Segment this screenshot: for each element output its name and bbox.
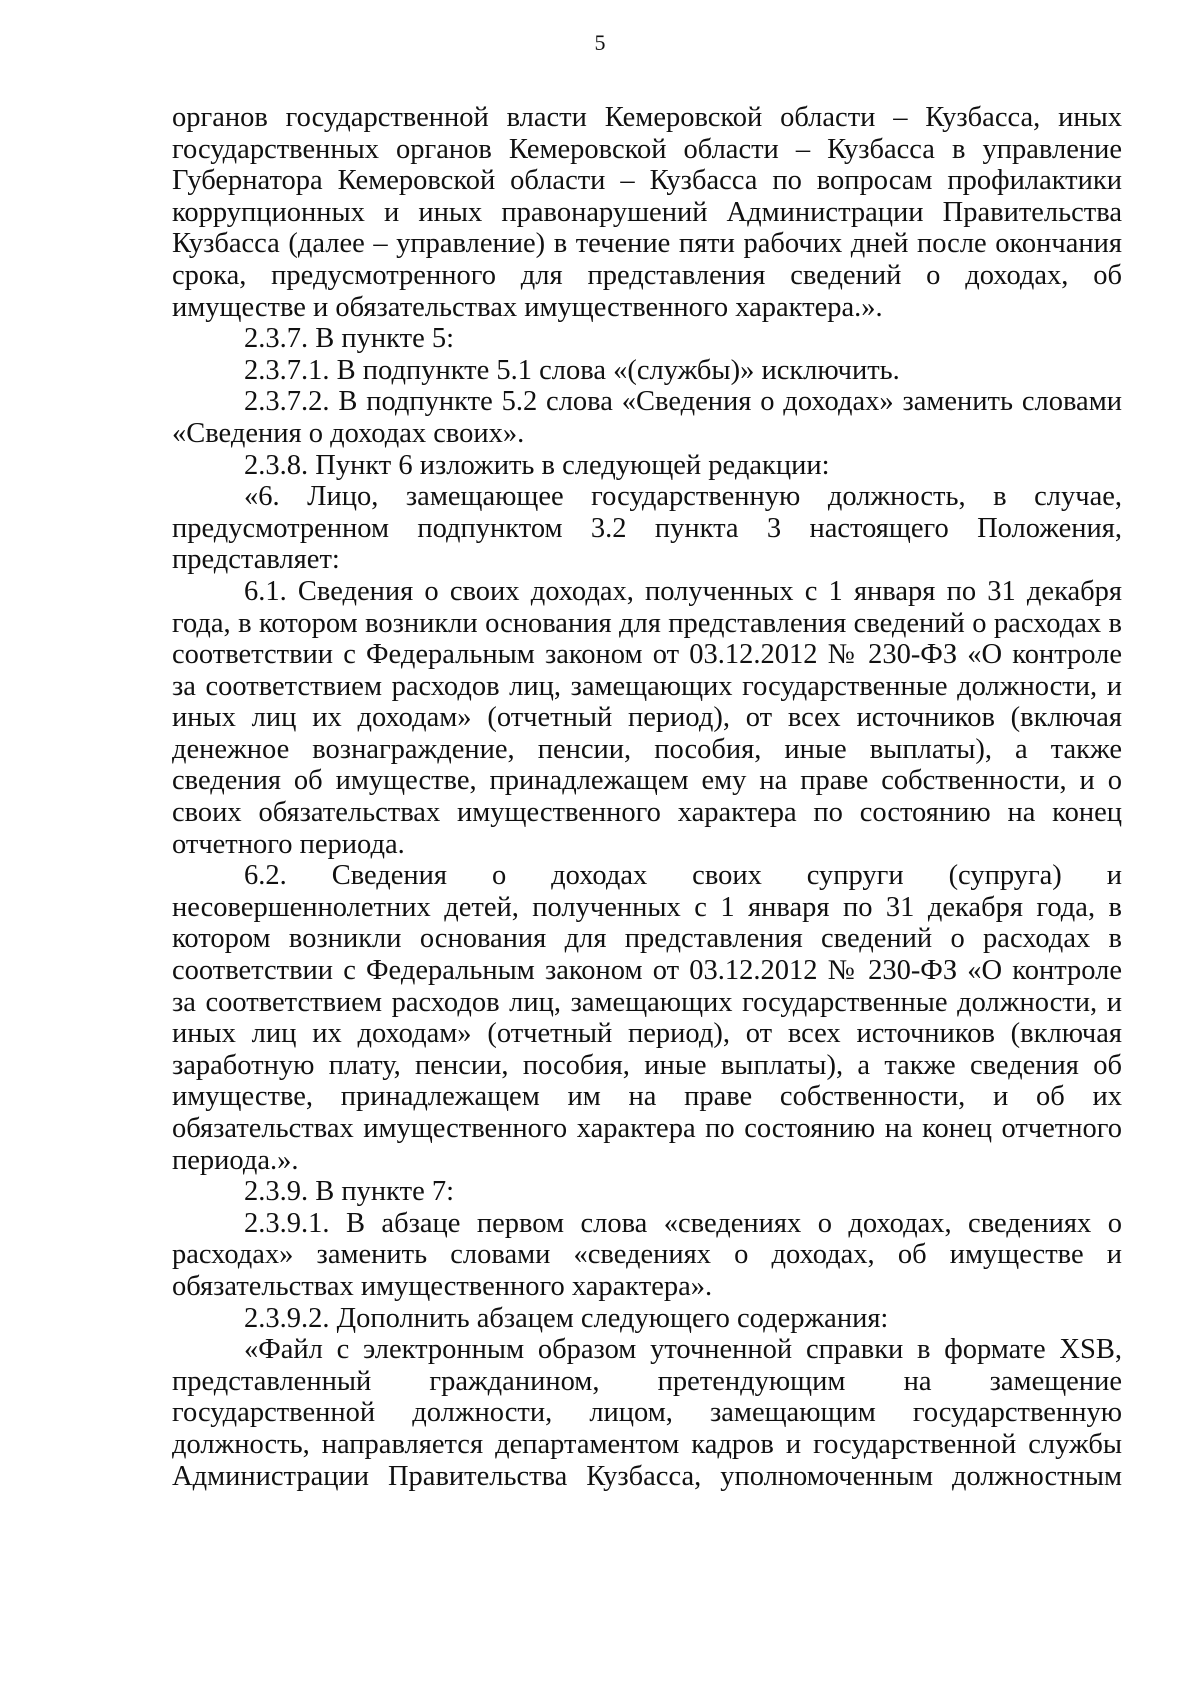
paragraph-2-3-9-1: 2.3.9.1. В абзаце первом слова «сведениях о доходах, сведениях о расходах» заменить словами «сведениях о доходах, об имуществе и обязательствах имущественного характера». — [172, 1207, 1122, 1302]
page-number: 5 — [594, 30, 606, 55]
paragraph-2-3-7: 2.3.7. В пункте 5: — [244, 323, 455, 355]
paragraph-item-6-2: 6.2. Сведения о доходах своих супруги (супруга) и несовершеннолетних детей, полученных с 1 января по 31 декабря года, в котором возникли основания для представления сведений о расходах в соответствии с Федеральным законом от 03.12.2012 № 230-ФЗ «О контроле за соответствием расходов лиц, замещающих государственные должности, и иных лиц их доходам» (отчетный период), от всех источников (включая заработную плату, пенсии, пособия, иные выплаты), а также сведения об имуществе, принадлежащем им на праве собственности, и об их обязательствах имущественного характера по состоянию на конец отчетного периода.». — [172, 860, 1122, 1176]
paragraph-item-6: «6. Лицо, замещающее государственную должность, в случае, предусмотренном подпунктом 3.2 пункта 3 настоящего Положения, представляет: — [172, 481, 1122, 576]
paragraph-2-3-7-2: 2.3.7.2. В подпункте 5.2 слова «Сведения о доходах» заменить словами «Сведения о доходах своих». — [172, 386, 1122, 449]
paragraph-2-3-9: 2.3.9. В пункте 7: — [244, 1176, 455, 1208]
document-body — [172, 102, 1122, 1492]
paragraph-2-3-9-2: 2.3.9.2. Дополнить абзацем следующего содержания: — [244, 1302, 889, 1334]
paragraph-2-3-8: 2.3.8. Пункт 6 изложить в следующей редакции: — [244, 449, 830, 481]
paragraph-file-xsb: «Файл с электронным образом уточненной справки в формате XSB, представленный гражданином, претендующим на замещение государственной должности, лицом, замещающим государственную должность, направляется департаментом кадров и государственной службы Администрации Правительства Кузбасса, уполномоченным должностным — [172, 1334, 1122, 1492]
paragraph-item-6-1: 6.1. Сведения о своих доходах, полученных с 1 января по 31 декабря года, в котором возникли основания для представления сведений о расходах в соответствии с Федеральным законом от 03.12.2012 № 230-ФЗ «О контроле за соответствием расходов лиц, замещающих государственные должности, и иных лиц их доходам» (отчетный период), от всех источников (включая денежное вознаграждение, пенсии, пособия, иные выплаты), а также сведения об имуществе, принадлежащем ему на праве собственности, и о своих обязательствах имущественного характера по состоянию на конец отчетного периода. — [172, 575, 1122, 860]
paragraph-continuation: органов государственной власти Кемеровской области – Кузбасса, иных государственных органов Кемеровской области – Кузбасса в управление Губернатора Кемеровской области – Кузбасса по вопросам профилактики коррупционных и иных правонарушений Администрации Правительства Кузбасса (далее – управление) в течение пяти рабочих дней после окончания срока, предусмотренного для представления сведений о доходах, об имуществе и обязательствах имущественного характера.». — [172, 102, 1122, 323]
paragraph-2-3-7-1: 2.3.7.1. В подпункте 5.1 слова «(службы)» исключить. — [244, 354, 900, 386]
